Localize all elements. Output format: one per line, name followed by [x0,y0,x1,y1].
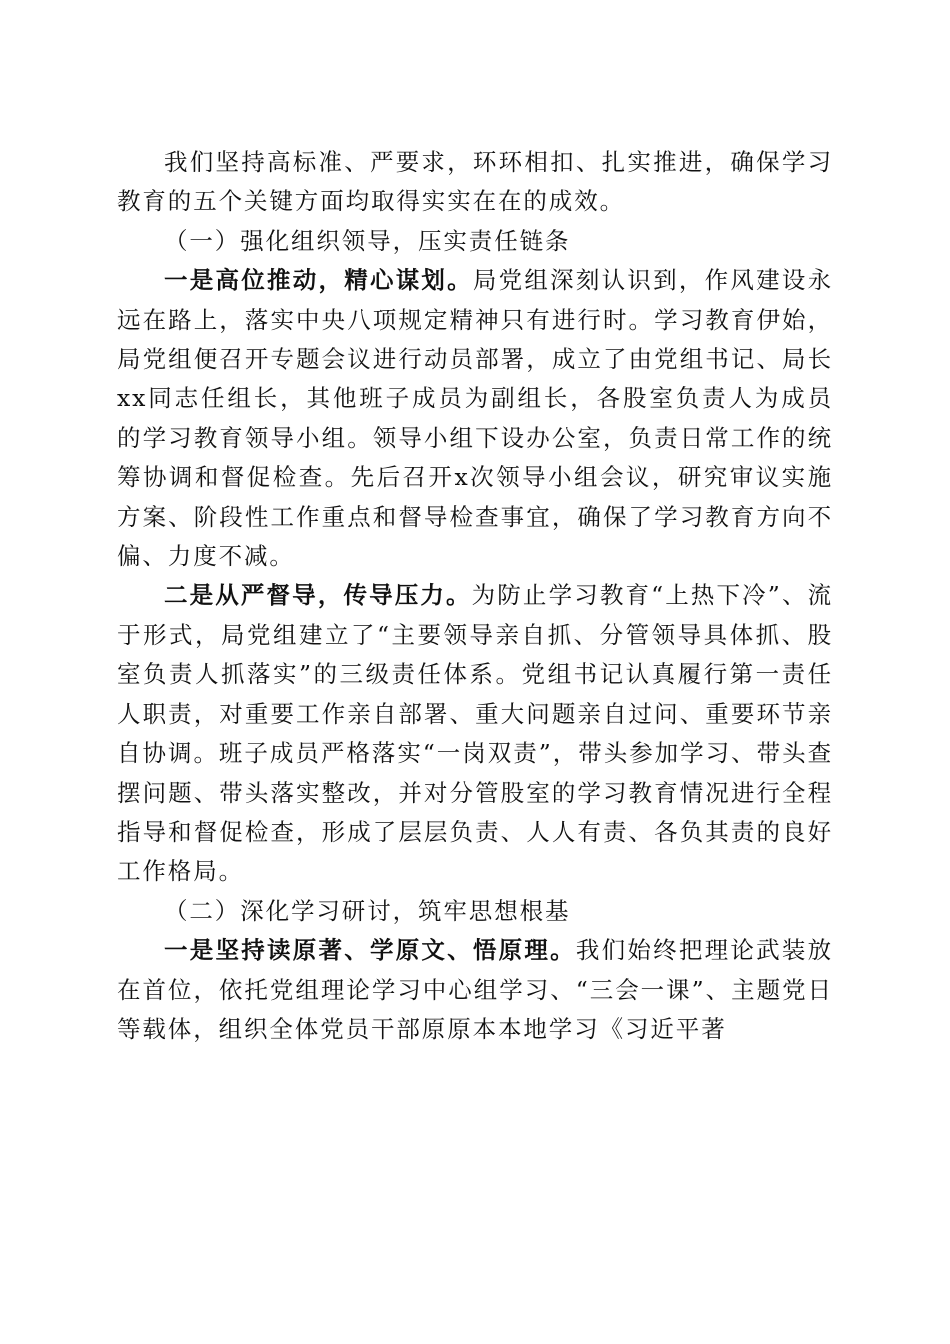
section-2-paragraph-1 [117,931,833,1049]
section-2-heading-text: （二）深化学习研讨，筑牢思想根基 [164,896,571,925]
section-1-paragraph-1 [117,261,833,576]
section-1-paragraph-1-body: 局党组深刻认识到，作风建设永远在路上，落实中央八项规定精神只有进行时。学习教育伊始，局党组便召开专题会议进行动员部署，成立了由党组书记、局长xx同志任组长，其他班子成员为副组长，各股室负责人为成员的学习教育领导小组。领导小组下设办公室，负责日常工作的统筹协调和督促检查。先后召开x次领导小组会议，研究审议实施方案、阶段性工作重点和督导检查事宜，确保了学习教育方向不偏、力度不减。 [117,266,833,571]
section-2-heading [117,892,833,931]
section-2-paragraph-1-lead: 一是坚持读原著、学原文、悟原理。 [164,936,576,965]
section-2-paragraph-1-body: 我们始终把理论武装放在首位，依托党组理论学习中心组学习、“三会一课”、主题党日等载体，组织全体党员干部原原本本地学习《习近平著 [117,936,833,1043]
intro-text: 我们坚持高标准、严要求，环环相扣、扎实推进，确保学习教育的五个关键方面均取得实实在在的成效。 [117,148,833,216]
section-1-heading [117,222,833,261]
section-1-heading-text: （一）强化组织领导，压实责任链条 [164,226,571,255]
section-1-paragraph-2 [117,576,833,891]
section-1-paragraph-2-body: 为防止学习教育“上热下冷”、流于形式，局党组建立了“主要领导亲自抓、分管领导具体抓、股室负责人抓落实”的三级责任体系。党组书记认真履行第一责任人职责，对重要工作亲自部署、重大问题亲自过问、重要环节亲自协调。班子成员严格落实“一岗双责”，带头参加学习、带头查摆问题、带头落实整改，并对分管股室的学习教育情况进行全程指导和督促检查，形成了层层负责、人人有责、各负其责的良好工作格局。 [117,581,833,886]
intro-paragraph [117,143,833,222]
document-body [117,143,833,1049]
section-1-paragraph-2-lead: 二是从严督导，传导压力。 [164,581,472,610]
section-1-paragraph-1-lead: 一是高位推动，精心谋划。 [164,266,473,295]
